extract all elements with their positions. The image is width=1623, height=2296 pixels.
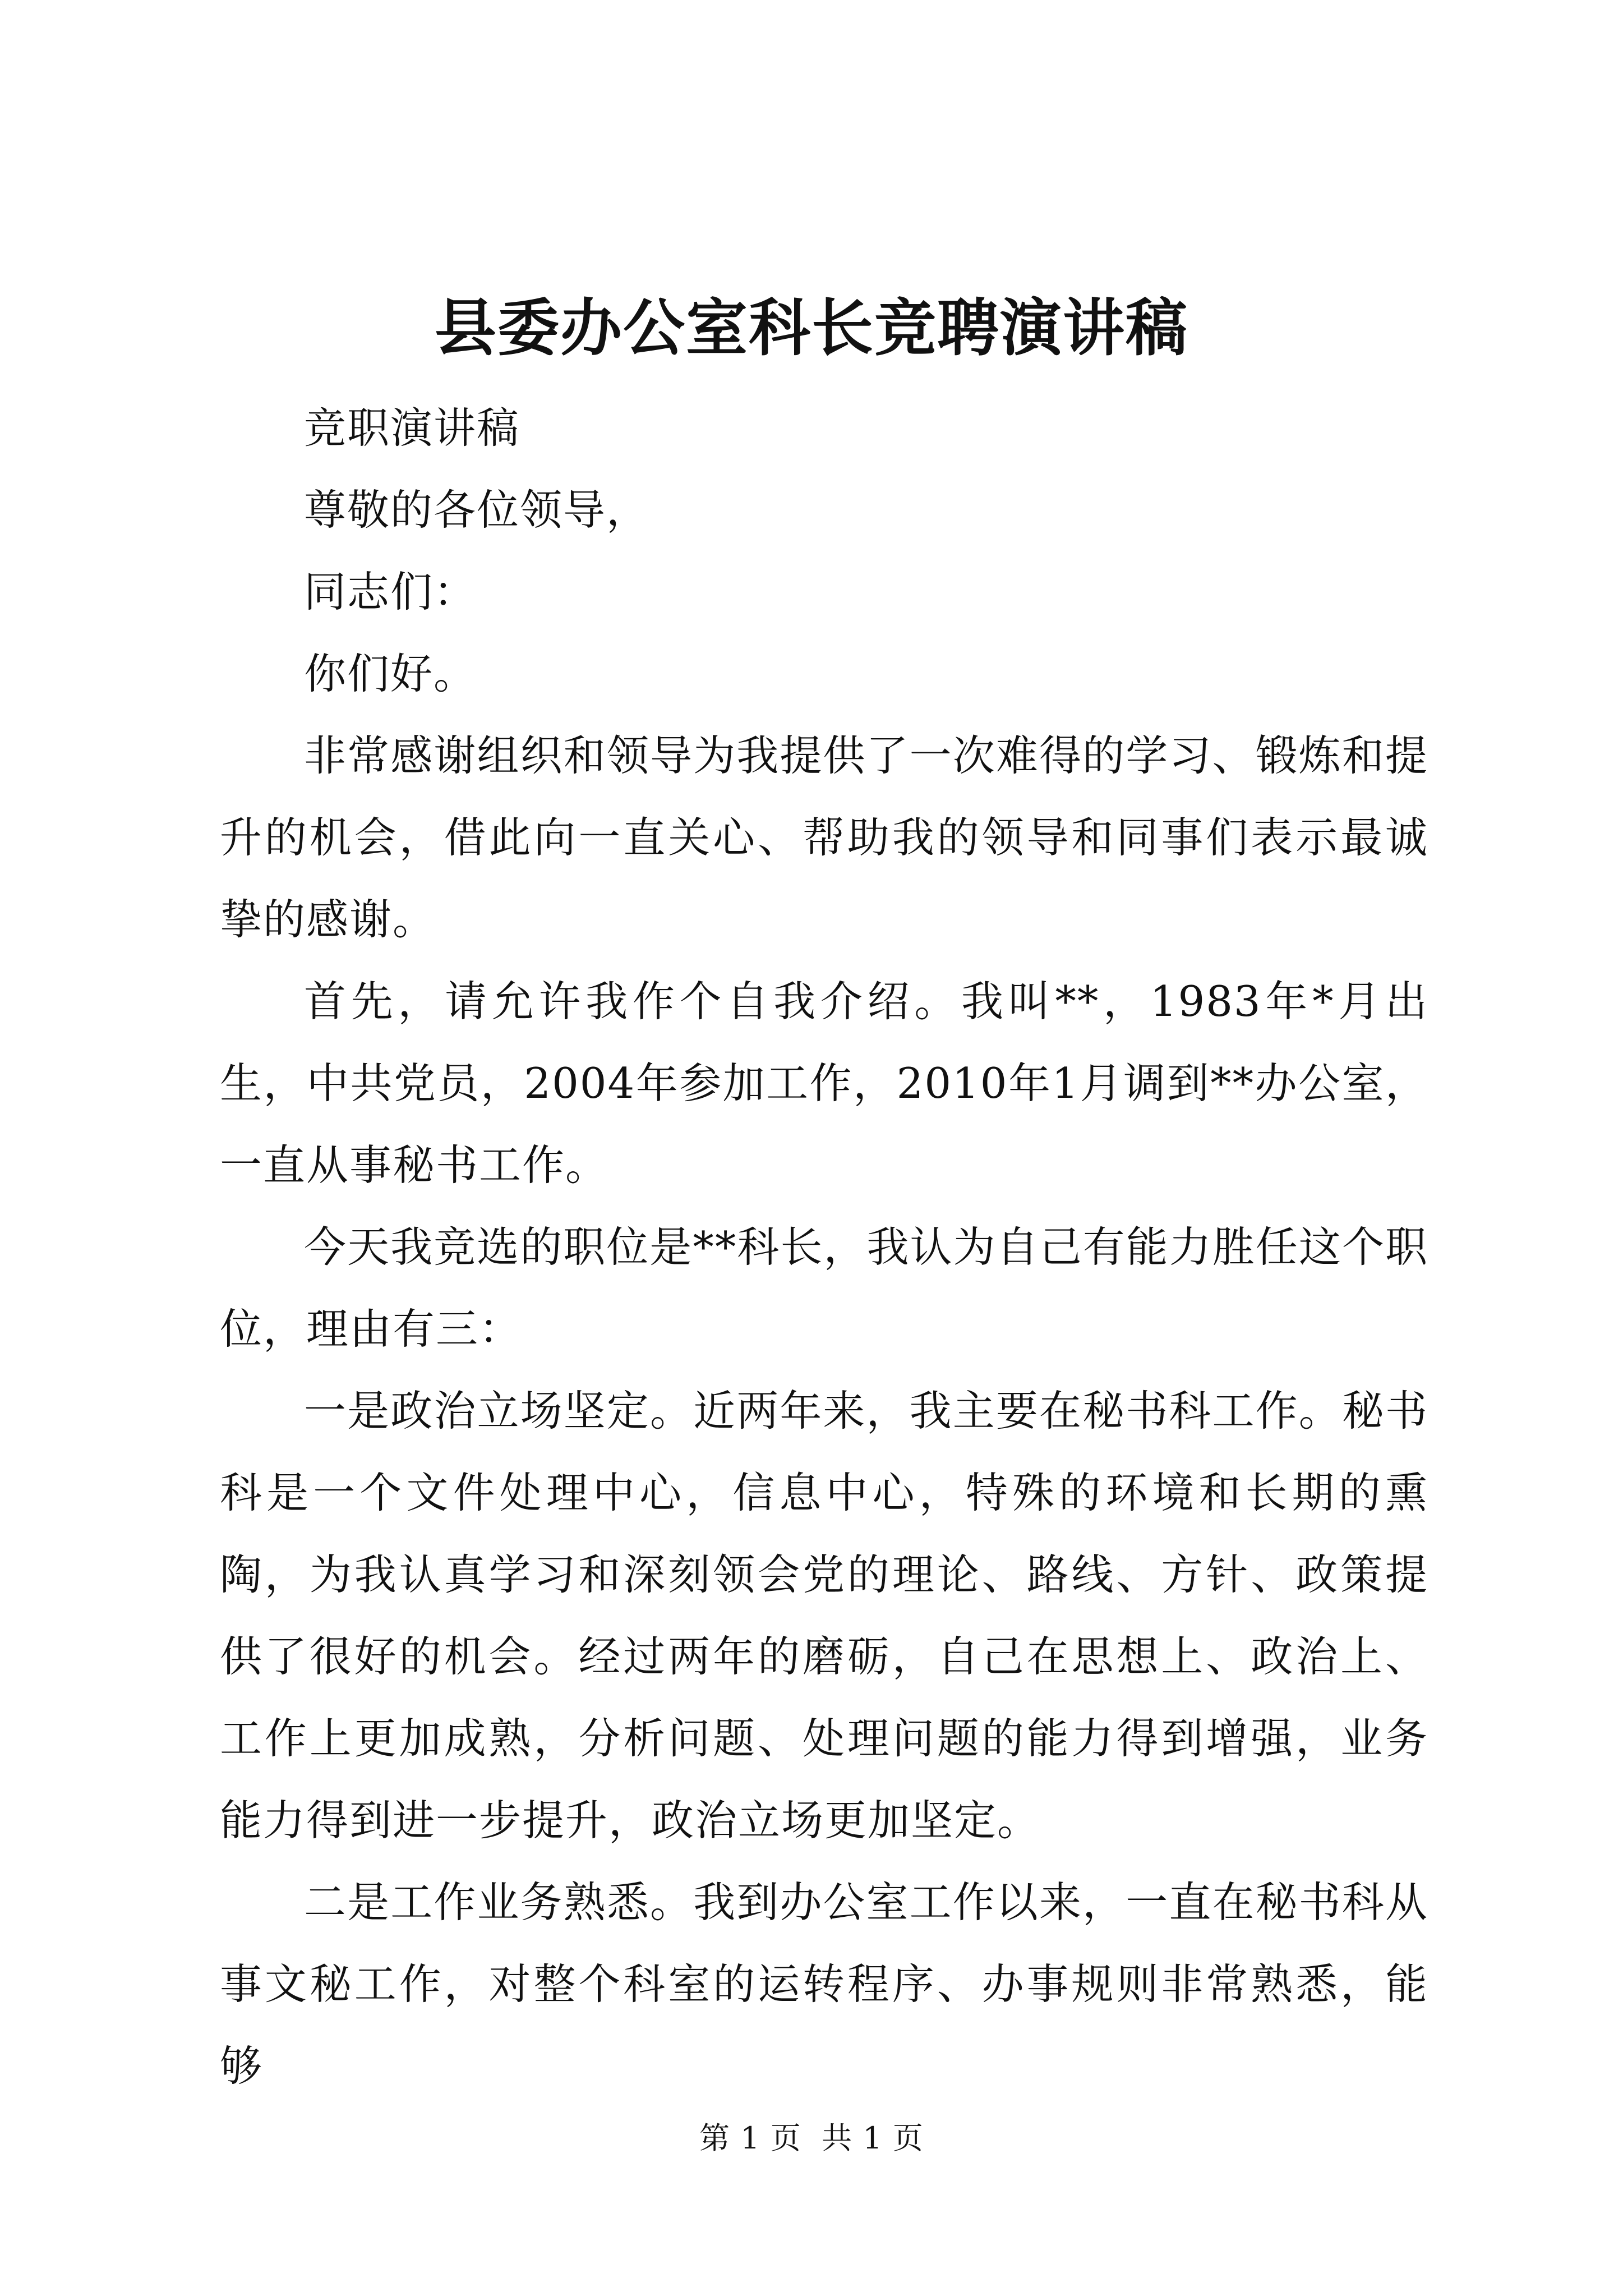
paragraph: 首先，请允许我作个自我介绍。我叫**，1983年*月出生，中共党员，2004年参加工作，2010年1月调到**办公室，一直从事秘书工作。 <box>220 977 1428 1190</box>
page-number: 第 1 页 <box>699 2120 801 2156</box>
paragraph: 非常感谢组织和领导为我提供了一次难得的学习、锻炼和提升的机会，借此向一直关心、帮助我的领导和同事们表示最诚挚的感谢。 <box>220 731 1428 944</box>
page-footer <box>0 2116 1623 2161</box>
paragraph: 今天我竞选的职位是**科长，我认为自己有能力胜任这个职位，理由有三： <box>220 1222 1428 1354</box>
paragraph: 你们好。 <box>304 649 477 698</box>
paragraph: 同志们： <box>304 567 477 616</box>
paragraph: 二是工作业务熟悉。我到办公室工作以来，一直在秘书科从事文秘工作，对整个科室的运转程序、办事规则非常熟悉，能够 <box>220 1878 1428 2091</box>
paragraph: 竞职演讲稿 <box>304 403 520 453</box>
document-body <box>220 387 1428 2107</box>
page-total: 共 1 页 <box>822 2120 924 2156</box>
paragraph: 一是政治立场坚定。近两年来，我主要在秘书科工作。秘书科是一个文件处理中心，信息中心，特殊的环境和长期的熏陶，为我认真学习和深刻领会党的理论、路线、方针、政策提供了很好的机会。经过两年的磨砺，自己在思想上、政治上、工作上更加成熟，分析问题、处理问题的能力得到增强，业务能力得到进一步提升，政治立场更加坚定。 <box>220 1386 1428 1845</box>
paragraph: 尊敬的各位领导， <box>304 485 650 535</box>
footer-spacer <box>801 2120 822 2156</box>
document-title: 县委办公室科长竞聘演讲稿 <box>435 292 1188 364</box>
